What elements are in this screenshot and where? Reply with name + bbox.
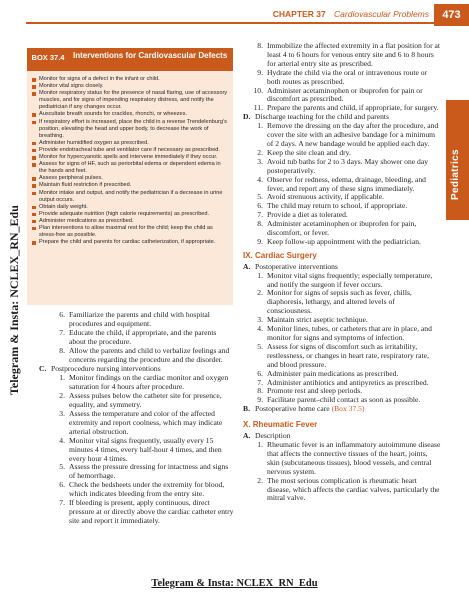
item-number: 1. — [257, 439, 263, 449]
chapter-label: CHAPTER 37 — [272, 9, 326, 19]
item-text: Keep the site clean and dry. — [267, 147, 351, 157]
item-text: Familiarize the parents and child with hospital procedures and equipment. — [69, 310, 210, 328]
item-number: 5. — [59, 462, 65, 472]
section-heading: Discharge teaching for the child and parents — [255, 112, 389, 122]
item-text: Remove the dressing on the day after the procedure, and cover the site with an adhesive bandage for a minimum of 2 days. A new bandage would be applied each day. — [267, 121, 439, 148]
item-number: 3. — [59, 408, 65, 418]
item-text: Monitor lines, tubes, or catheters that are in place, and monitor for signs and symptoms of infection. — [267, 324, 432, 342]
item-text: Prepare the parents and child, if appropriate, for surgery. — [267, 103, 439, 113]
item-text: Assess the pressure dressing for intactness and signs of hemorrhage. — [69, 462, 229, 481]
list-item — [27, 410, 235, 437]
item-number: 6. — [257, 368, 263, 378]
home-care-text: Postoperative home care — [255, 404, 330, 414]
item-text: Avoid strenuous activity, if applicable. — [267, 192, 385, 202]
item-number: 8. — [257, 386, 263, 396]
box-bullet-item: Provide adequate nutrition (high calorie requirements) as prescribed. — [31, 211, 229, 218]
item-text: Provide a diet as tolerated. — [267, 210, 348, 220]
list-item — [243, 477, 441, 504]
item-text: Administer acetaminophen or ibuprofen for pain, discomfort, or fever. — [267, 219, 417, 238]
box-bullet-item: Assess peripheral pulses. — [31, 175, 229, 182]
item-text: If bleeding is present, apply continuous, direct pressure at or directly above the cardiac catheter entry site and report it immediately. — [69, 498, 234, 525]
list-item — [243, 325, 441, 343]
item-number: 7. — [59, 327, 65, 337]
list-item — [27, 392, 235, 410]
item-text: Administer acetaminophen or ibuprofen for pain or discomfort as prescribed. — [267, 85, 423, 104]
item-text: The child may return to school, if appropriate. — [267, 201, 408, 211]
item-text: Maintain strict aseptic technique. — [267, 315, 368, 325]
item-number: 6. — [59, 310, 65, 319]
list-item — [243, 69, 441, 87]
heading-cardiac-surgery: IX. Cardiac Surgery — [243, 250, 317, 260]
item-text: Observe for redness, edema, drainage, bleeding, and fever, and report any of these signs immediately. — [267, 174, 426, 193]
item-number: 9. — [257, 236, 263, 246]
list-item — [243, 176, 441, 194]
list-item — [243, 441, 441, 477]
box-bullet-item: Monitor vital signs closely. — [31, 83, 229, 90]
item-number: 2. — [257, 147, 263, 157]
section-marker: C. — [39, 364, 47, 374]
watermark-vertical: Telegram & Insta: NCLEX_RN_Edu — [7, 205, 21, 395]
list-item — [27, 499, 235, 526]
item-number: 2. — [257, 288, 263, 298]
item-text: Check the bedsheets under the extremity for blood, which indicates bleeding from the entry site. — [69, 480, 225, 499]
list-discharge — [243, 122, 441, 247]
section-marker: A. — [243, 261, 251, 271]
list-continued — [243, 42, 441, 113]
item-number: 1. — [59, 373, 65, 383]
item-number: 4. — [257, 324, 263, 334]
item-number: 9. — [257, 395, 263, 405]
box-bullet-item: Prepare the child and parents for cardiac catheterization, if appropriate. — [31, 239, 229, 246]
item-text: Administer antibiotics and antipyretics as prescribed. — [267, 377, 429, 387]
list-item — [27, 329, 235, 347]
item-number: 9. — [257, 67, 263, 77]
item-text: Educate the child, if appropriate, and the parents about the procedure. — [69, 327, 217, 346]
item-text: Administer pain medications as prescribed. — [267, 368, 399, 378]
section-side-tab — [446, 100, 469, 220]
item-text: Avoid tub baths for 2 to 3 days. May shower one day postoperatively. — [267, 156, 428, 175]
item-number: 4. — [59, 435, 65, 445]
list-item — [27, 374, 235, 392]
list-postprocedure — [27, 374, 235, 525]
interventions-box — [27, 48, 233, 305]
item-text: Assess pulses below the catheter site for presence, equality, and symmetry. — [69, 391, 222, 410]
item-text: Assess the temperature and color of the affected extremity and report coolness, which may indicate arterial obstruction. — [69, 408, 223, 436]
item-text: Facilitate parent–child contact as soon as possible. — [267, 395, 421, 405]
item-number: 8. — [257, 41, 263, 50]
item-text: The most serious complication is rheumatic heart disease, which affects the cardiac valves, particularly the mitral valve. — [267, 475, 440, 503]
item-number: 6. — [257, 201, 263, 211]
item-number: 8. — [59, 345, 65, 355]
list-item — [243, 289, 441, 316]
item-text: Monitor for signs of sepsis such as fever, chills, diaphoresis, lethargy, and altered levels of consciousness. — [267, 288, 412, 316]
box-bullet-item: Monitor for hypercyanotic spells and intervene immediately if they occur. — [31, 154, 229, 161]
box-bullet-item: Auscultate breath sounds for crackles, rhonchi, or wheezes. — [31, 111, 229, 118]
item-number: 5. — [257, 341, 263, 351]
section-marker: D. — [243, 112, 251, 122]
list-item — [243, 158, 441, 176]
list-item — [243, 238, 441, 247]
item-number: 3. — [257, 156, 263, 166]
box-bullet-item: Monitor intake and output, and notify the pediatrician if a decrease in urine output occurs. — [31, 190, 229, 204]
box-bullet-list — [31, 76, 229, 246]
item-text: Keep follow-up appointment with the pediatrician. — [267, 236, 421, 246]
item-number: 11. — [253, 103, 263, 113]
box-bullet-item: Obtain daily weight. — [31, 204, 229, 211]
item-text: Rheumatic fever is an inflammatory autoimmune disease that affects the connective tissues of the heart, joints, skin (subcutaneous tissues), blood vessels, and central nervous system. — [267, 439, 441, 476]
list-item — [243, 343, 441, 370]
item-text: Assess for signs of discomfort such as irritability, restlessness, or changes in heart rate, respiratory rate, and blood pressure. — [267, 341, 429, 369]
list-item — [27, 463, 235, 481]
item-number: 2. — [59, 391, 65, 401]
right-column — [243, 42, 441, 503]
item-number: 7. — [257, 210, 263, 220]
section-heading: Description — [255, 431, 291, 441]
page-number: 473 — [434, 4, 469, 26]
item-number: 3. — [257, 315, 263, 325]
item-number: 2. — [257, 475, 263, 485]
chapter-title: Cardiovascular Problems — [334, 9, 429, 19]
list-item — [27, 437, 235, 464]
list-item — [243, 272, 441, 290]
list-item — [243, 87, 441, 105]
section-marker: A. — [243, 431, 251, 441]
item-text: Immobilize the affected extremity in a flat position for at least 4 to 6 hours for venous entry site and 6 to 8 hours for arterial entry site as prescribed. — [267, 41, 440, 68]
item-text: Promote rest and sleep periods. — [267, 386, 363, 396]
section-heading — [255, 405, 441, 414]
box-bullet-item: Administer humidified oxygen as prescribed. — [31, 140, 229, 147]
box-bullet-item: Provide endotracheal tube and ventilator care if necessary as prescribed. — [31, 147, 229, 154]
box-header — [27, 49, 233, 66]
list-description — [243, 441, 441, 503]
item-number: 5. — [257, 192, 263, 202]
list-item — [243, 220, 441, 238]
item-number: 4. — [257, 174, 263, 184]
section-heading: Postprocedure nursing interventions — [51, 364, 161, 374]
list-pre-procedure — [27, 311, 235, 364]
left-column — [27, 311, 235, 526]
item-text: Monitor vital signs frequently, usually every 15 minutes 4 times, every half-hour 4 times, and then every hour 4 times. — [69, 435, 222, 463]
box-bullet-item: If respiratory effort is increased, place the child in a reverse Trendelenburg’s position, elevating the head and upper body, to decrease the work of breathing. — [31, 119, 229, 140]
box-bullet-item: Monitor respiratory status for the presence of nasal flaring, use of accessory muscles, and for signs of impending respiratory distress, and notify the pediatrician if any changes occur. — [31, 90, 229, 111]
item-number: 1. — [257, 121, 263, 131]
section-heading: Postoperative interventions — [255, 261, 338, 271]
item-text: Hydrate the child via the oral or intravenous route or both routes as prescribed. — [267, 67, 428, 86]
list-item — [27, 481, 235, 499]
list-item — [243, 122, 441, 149]
item-text: Allow the parents and child to verbalize feelings and concerns regarding the procedure and the disorder. — [69, 345, 230, 364]
box-title: Interventions for Cardiovascular Defects — [69, 49, 233, 66]
box-number: BOX 37.4 — [27, 49, 69, 66]
section-marker: B. — [243, 404, 250, 414]
item-number: 10. — [253, 85, 263, 95]
item-number: 7. — [257, 377, 263, 387]
list-item — [27, 347, 235, 365]
box-reference-link[interactable]: (Box 37.5) — [331, 404, 365, 414]
item-number: 8. — [257, 219, 263, 229]
header-rule — [26, 22, 434, 24]
box-bullet-item: Administer medications as prescribed. — [31, 218, 229, 225]
item-number: 1. — [257, 270, 263, 280]
list-item — [243, 42, 441, 69]
item-text: Monitor vital signs frequently; especially temperature, and notify the surgeon if fever occurs. — [267, 270, 433, 289]
list-item — [27, 311, 235, 329]
box-bullet-item: Plan interventions to allow maximal rest for the child; keep the child as stress-free as possible. — [31, 225, 229, 239]
heading-rheumatic-fever: X. Rheumatic Fever — [243, 420, 318, 430]
item-number: 6. — [59, 480, 65, 490]
item-number: 7. — [59, 498, 65, 508]
watermark-bottom: Telegram & Insta: NCLEX_RN_Edu — [151, 578, 318, 589]
box-bullet-item: Assess for signs of HF, such as periorbital edema or dependent edema in the hands and feet. — [31, 161, 229, 175]
box-bullet-item: Monitor for signs of a defect in the infant or child. — [31, 76, 229, 83]
item-text: Monitor findings on the cardiac monitor and oxygen saturation for 4 hours after procedure. — [69, 373, 229, 392]
list-postoperative — [243, 272, 441, 406]
box-bullet-item: Maintain fluid restriction if prescribed. — [31, 182, 229, 189]
running-head — [273, 9, 429, 19]
side-tab-label: Pediatrics — [450, 149, 461, 200]
section-home-care — [243, 405, 441, 414]
